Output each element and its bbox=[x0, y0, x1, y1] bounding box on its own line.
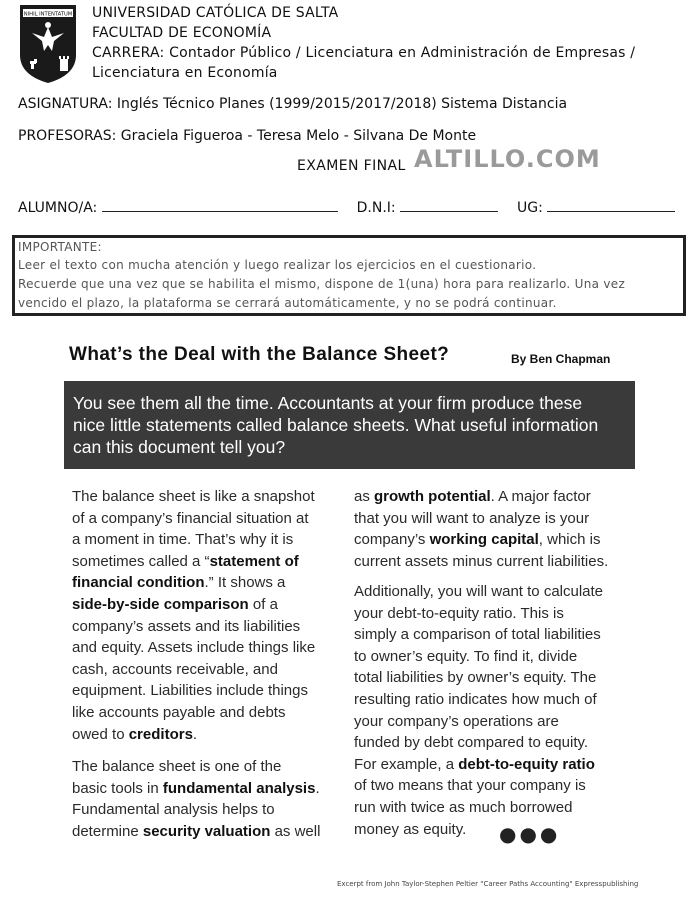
article-text-line bbox=[354, 756, 595, 773]
text-run: resulting ratio indicates how much of bbox=[354, 691, 597, 708]
text-run: owed to bbox=[72, 725, 129, 743]
article-text-line bbox=[72, 639, 315, 656]
article-text-line bbox=[72, 618, 300, 635]
text-run: simply a comparison of total liabilities bbox=[354, 626, 601, 644]
article-text-line bbox=[72, 780, 320, 797]
dni-blank[interactable] bbox=[400, 199, 498, 212]
text-run: money as equity. bbox=[354, 820, 467, 838]
article-text-line bbox=[354, 799, 572, 816]
text-run: as bbox=[354, 488, 375, 505]
dni-label: D.N.I: bbox=[356, 200, 396, 216]
bold-term: fundamental analysis bbox=[162, 779, 316, 797]
article-text-line bbox=[72, 574, 285, 591]
student-fields bbox=[18, 199, 675, 216]
text-run: your debt-to-equity ratio. This is bbox=[354, 604, 564, 622]
text-run: your company’s operations are bbox=[354, 712, 559, 730]
crest-motto: NIHIL INTENTATUM bbox=[23, 11, 73, 18]
bold-term: growth potential bbox=[374, 488, 491, 505]
text-run: that you will want to analyze is your bbox=[354, 509, 590, 527]
text-run: sometimes called a “ bbox=[72, 552, 210, 570]
article-text-line bbox=[72, 704, 285, 721]
source-credit: Excerpt from John Taylor-Stephen Peltier "Career Paths Accounting" Expresspublishing bbox=[337, 880, 639, 888]
article-text-line bbox=[354, 691, 597, 708]
article-text-line bbox=[354, 734, 588, 751]
article-text-line bbox=[72, 726, 197, 743]
article-author: By Ben Chapman bbox=[511, 352, 611, 366]
article-text-line bbox=[354, 777, 586, 794]
article-text-line bbox=[72, 488, 315, 505]
text-run: current assets minus current liabilities. bbox=[354, 552, 609, 570]
bold-term: creditors bbox=[128, 725, 193, 743]
important-line: Recuerde que una vez que se habilita el mismo, dispone de 1(una) hora para realizarlo. Una vez bbox=[18, 277, 626, 291]
article-title: What’s the Deal with the Balance Sheet? bbox=[69, 344, 450, 365]
article-text-line bbox=[354, 553, 608, 570]
subject-line: ASIGNATURA: Inglés Técnico Planes (1999/2015/2017/2018) Sistema Distancia bbox=[18, 96, 568, 112]
article-text-line bbox=[72, 531, 293, 548]
article-text-line bbox=[72, 596, 278, 613]
article-text-line bbox=[354, 583, 603, 600]
lead-line: can this document tell you? bbox=[73, 437, 286, 457]
important-heading: IMPORTANTE: bbox=[18, 240, 102, 254]
text-run: to owner’s equity. To find it, divide bbox=[354, 647, 578, 665]
article-text-line bbox=[354, 669, 596, 686]
text-run: of a company’s financial situation at bbox=[72, 509, 309, 527]
article-text-line bbox=[354, 821, 466, 838]
article-text-line bbox=[72, 553, 299, 570]
text-run: and equity. Assets include things like bbox=[72, 639, 316, 657]
text-run: .” It shows a bbox=[204, 574, 286, 592]
article-text-line bbox=[354, 605, 564, 622]
text-run: run with twice as much borrowed bbox=[354, 799, 573, 816]
bold-term: financial condition bbox=[72, 574, 205, 592]
ug-blank[interactable] bbox=[547, 199, 675, 212]
student-label: ALUMNO/A: bbox=[18, 200, 98, 216]
article-text-line bbox=[354, 648, 577, 665]
text-run: company’s assets and its liabilities bbox=[72, 617, 301, 635]
text-run: a moment in time. That’s why it is bbox=[72, 531, 294, 549]
bold-term: statement of bbox=[209, 552, 299, 570]
student-name-blank[interactable] bbox=[102, 199, 338, 212]
university-name: UNIVERSIDAD CATÓLICA DE SALTA bbox=[92, 5, 339, 21]
text-run: cash, accounts receivable, and bbox=[72, 660, 278, 678]
ug-label: UG: bbox=[516, 200, 543, 216]
text-run: company’s bbox=[354, 531, 430, 549]
bold-term: security valuation bbox=[142, 822, 271, 840]
text-run: The balance sheet is one of the bbox=[72, 758, 282, 775]
text-run: as well bbox=[270, 822, 321, 840]
text-run: Fundamental analysis helps to bbox=[72, 801, 275, 819]
article-text-line bbox=[72, 661, 278, 678]
text-run: determine bbox=[72, 822, 143, 840]
text-run: of a bbox=[248, 596, 278, 613]
article-text-line bbox=[354, 713, 559, 730]
text-run: total liabilities by owner’s equity. The bbox=[354, 669, 597, 687]
bold-term: working capital bbox=[429, 531, 539, 549]
lead-line: You see them all the time. Accountants at your firm produce these bbox=[73, 393, 583, 413]
article-text-line bbox=[354, 626, 601, 643]
text-run: . A major factor bbox=[490, 488, 591, 505]
exam-title: EXAMEN FINAL bbox=[297, 158, 406, 174]
article-text-line bbox=[354, 510, 589, 527]
teachers-line: PROFESORAS: Graciela Figueroa - Teresa Melo - Silvana De Monte bbox=[18, 128, 477, 144]
text-run: of two means that your company is bbox=[354, 777, 586, 795]
text-run: For example, a bbox=[354, 755, 459, 773]
end-of-article-mark: ●●● bbox=[499, 822, 561, 846]
text-run: funded by debt compared to equity. bbox=[354, 734, 589, 752]
university-crest-logo bbox=[18, 3, 78, 85]
lead-line: nice little statements called balance sheets. What useful information bbox=[73, 415, 599, 435]
altillo-watermark: ALTILLO.COM bbox=[414, 145, 601, 173]
text-run: equipment. Liabilities include things bbox=[72, 682, 308, 700]
important-line: vencido el plazo, la plataforma se cerrará automáticamente, y no se podrá continuar. bbox=[18, 296, 557, 310]
text-run: Additionally, you will want to calculate bbox=[354, 583, 604, 600]
article-text-line bbox=[72, 758, 281, 775]
text-run: basic tools in bbox=[72, 779, 163, 797]
faculty-name: FACULTAD DE ECONOMÍA bbox=[92, 25, 272, 41]
career-line-1: CARRERA: Contador Público / Licenciatura en Administración de Empresas / bbox=[92, 45, 636, 61]
article-text-line bbox=[354, 531, 600, 548]
text-run: The balance sheet is like a snapshot bbox=[72, 488, 315, 505]
article-text-line bbox=[72, 823, 320, 840]
article-text-line bbox=[72, 510, 309, 527]
article-text-line bbox=[72, 682, 308, 699]
text-run: . bbox=[315, 779, 320, 797]
bold-term: side-by-side comparison bbox=[72, 596, 249, 613]
important-line: Leer el texto con mucha atención y luego realizar los ejercicios en el cuestionario. bbox=[18, 258, 537, 272]
text-run: like accounts payable and debts bbox=[72, 704, 286, 721]
text-run: . bbox=[192, 725, 198, 743]
bold-term: debt-to-equity ratio bbox=[458, 755, 595, 773]
article-text-line bbox=[354, 488, 591, 505]
text-run: , which is bbox=[538, 531, 601, 549]
career-line-2: Licenciatura en Economía bbox=[92, 65, 278, 81]
article-text-line bbox=[72, 801, 275, 818]
